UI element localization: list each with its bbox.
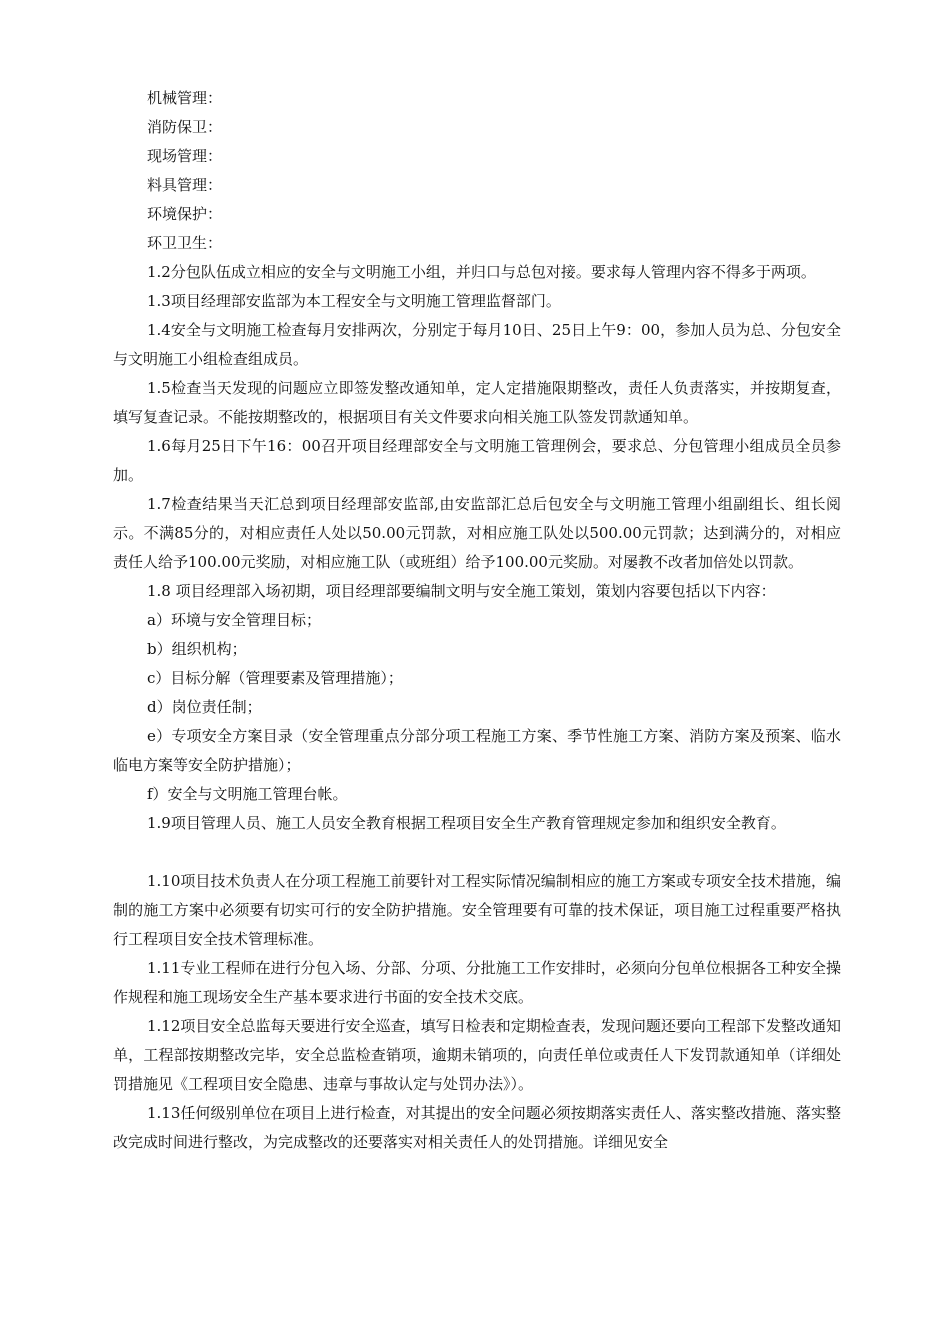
label-environment: 环境保护： [147,205,223,223]
label-fire-security: 消防保卫： [147,118,223,136]
list-item-b: b）组织机构； [147,640,247,658]
paragraph-1-12: 1.12项目安全总监每天要进行安全巡查，填写日检表和定期检查表，发现问题还要向工程部下发整改通知单，工程部按期整改完毕，安全总监检查销项，逾期未销项的，向责任单位或责任人下发罚款通知单（详细处罚措施见《工程项目安全隐患、违章与事故认定与处罚办法》）。 [113,1017,841,1093]
paragraph-spacer [113,838,841,867]
label-sanitation: 环卫卫生： [147,234,223,252]
paragraph-1-3: 1.3项目经理部安监部为本工程安全与文明施工管理监督部门。 [147,292,561,310]
label-site-management: 现场管理： [147,147,223,165]
paragraph-1-5: 1.5检查当天发现的问题应立即签发整改通知单，定人定措施限期整改，责任人负责落实，并按期复查，填写复查记录。不能按期整改的，根据项目有关文件要求向相关施工队签发罚款通知单。 [113,379,841,426]
label-materials: 料具管理： [147,176,223,194]
paragraph-1-13: 1.13任何级别单位在项目上进行检查，对其提出的安全问题必须按期落实责任人、落实整改措施、落实整改完成时间进行整改，为完成整改的还要落实对相关责任人的处罚措施。详细见安全 [113,1104,841,1151]
list-item-d: d）岗位责任制； [147,698,262,716]
paragraph-1-2: 1.2分包队伍成立相应的安全与文明施工小组，并归口与总包对接。要求每人管理内容不得多于两项。 [147,263,816,281]
paragraph-1-8: 1.8 项目经理部入场初期，项目经理部要编制文明与安全施工策划，策划内容要包括以下内容： [147,582,776,600]
paragraph-1-11: 1.11专业工程师在进行分包入场、分部、分项、分批施工工作安排时，必须向分包单位根据各工种安全操作规程和施工现场安全生产基本要求进行书面的安全技术交底。 [113,959,841,1006]
paragraph-1-4: 1.4安全与文明施工检查每月安排两次，分别定于每月10日、25日上午9：00，参加人员为总、分包安全与文明施工小组检查组成员。 [113,321,841,368]
list-item-f: f）安全与文明施工管理台帐。 [147,785,348,803]
label-mechanical: 机械管理： [147,89,223,107]
list-item-c: c）目标分解（管理要素及管理措施）； [147,669,403,687]
list-item-e: e）专项安全方案目录（安全管理重点分部分项工程施工方案、季节性施工方案、消防方案及预案、临水临电方案等安全防护措施）； [113,727,841,774]
document-page [113,84,841,1157]
paragraph-1-9: 1.9项目管理人员、施工人员安全教育根据工程项目安全生产教育管理规定参加和组织安全教育。 [147,814,786,832]
list-item-a: a）环境与安全管理目标； [147,611,321,629]
paragraph-1-7: 1.7检查结果当天汇总到项目经理部安监部,由安监部汇总后包安全与文明施工管理小组副组长、组长阅示。不满85分的，对相应责任人处以50.00元罚款，对相应施工队处以500.00元罚款；达到满分的，对相应责任人给予100.00元奖励，对相应施工队（或班组）给予100.00元奖励。对屡教不改者加倍处以罚款。 [113,495,841,571]
paragraph-1-10: 1.10项目技术负责人在分项工程施工前要针对工程实际情况编制相应的施工方案或专项安全技术措施，编制的施工方案中必须要有切实可行的安全防护措施。安全管理要有可靠的技术保证，项目施工过程重要严格执行工程项目安全技术管理标准。 [113,872,841,948]
paragraph-1-6: 1.6每月25日下午16：00召开项目经理部安全与文明施工管理例会，要求总、分包管理小组成员全员参加。 [113,437,841,484]
